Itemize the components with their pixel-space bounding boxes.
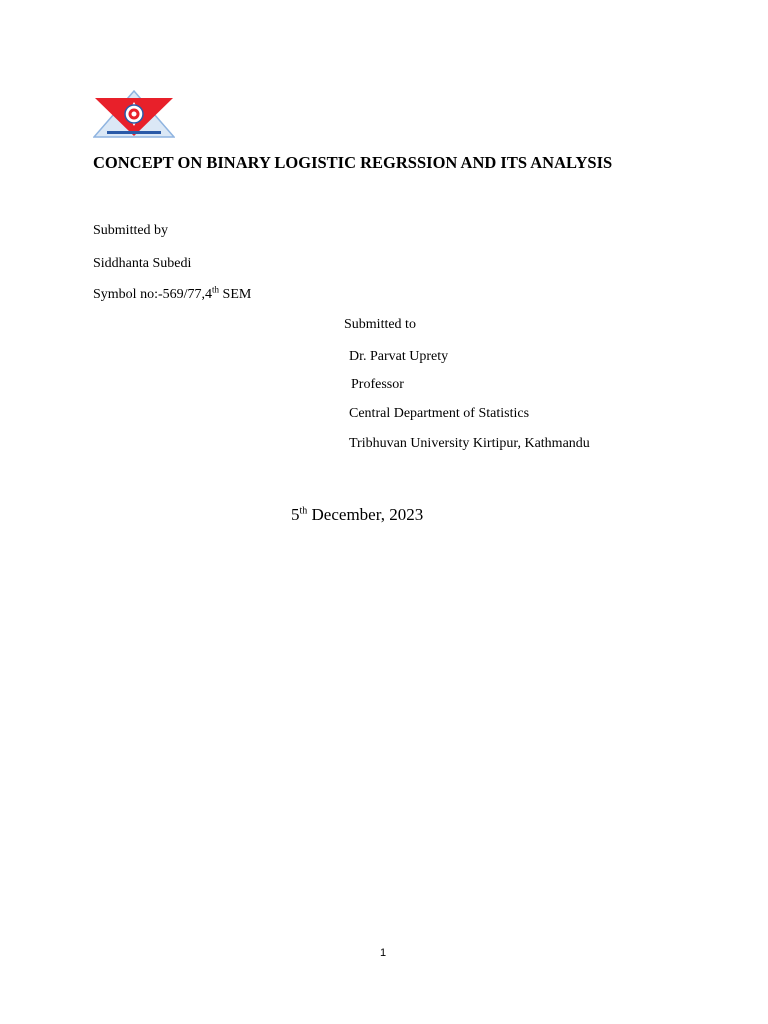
symbol-number-suffix: SEM xyxy=(219,287,252,302)
date-rest: December, 2023 xyxy=(307,505,424,524)
submitted-by-label: Submitted by xyxy=(93,223,169,238)
page-number: 1 xyxy=(380,947,387,959)
document-title: CONCEPT ON BINARY LOGISTIC REGRSSION AND ITS ANALYSIS xyxy=(93,153,613,172)
symbol-number-prefix: Symbol no:-569/77,4 xyxy=(93,287,213,302)
symbol-number xyxy=(93,284,252,303)
university-logo xyxy=(93,90,175,138)
recipient-role: Professor xyxy=(351,377,404,392)
recipient-name: Dr. Parvat Uprety xyxy=(349,349,449,364)
recipient-department: Central Department of Statistics xyxy=(349,406,530,421)
submitted-to-label: Submitted to xyxy=(344,317,416,332)
date-day: 5 xyxy=(291,505,300,524)
date-superscript: th xyxy=(299,505,308,517)
submission-date xyxy=(291,505,423,525)
symbol-number-superscript: th xyxy=(212,284,220,295)
recipient-institution: Tribhuvan University Kirtipur, Kathmandu xyxy=(349,436,590,451)
author-name: Siddhanta Subedi xyxy=(93,256,192,271)
